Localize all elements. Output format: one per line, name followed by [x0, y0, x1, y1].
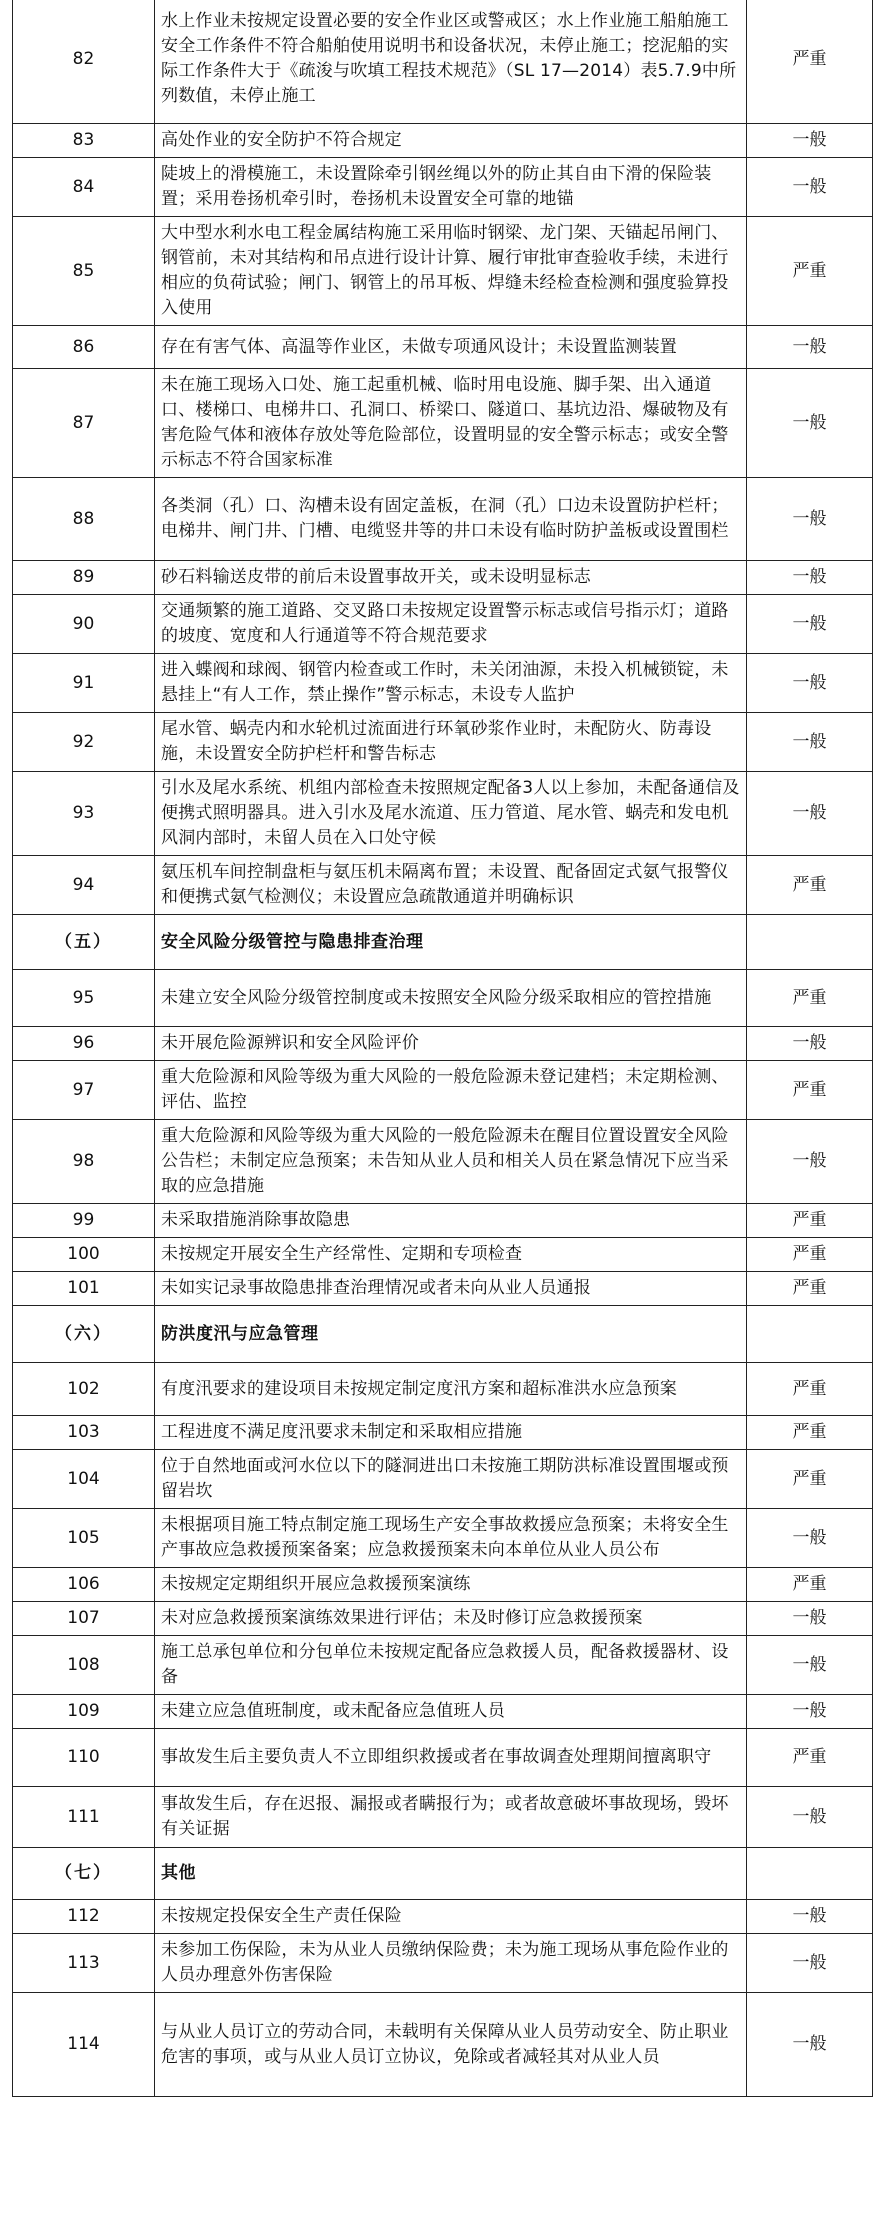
severity-level-cell: 一般 [747, 369, 873, 478]
severity-level-cell: 一般 [747, 561, 873, 595]
description-cell: 高处作业的安全防护不符合规定 [155, 124, 747, 158]
row-number-cell: 82 [13, 0, 155, 124]
row-number-cell: 99 [13, 1204, 155, 1238]
row-number-cell: 100 [13, 1238, 155, 1272]
severity-level-cell: 严重 [747, 970, 873, 1027]
table-row [13, 1568, 873, 1602]
row-number-cell: 96 [13, 1027, 155, 1061]
severity-level-cell: 一般 [747, 1120, 873, 1204]
table-row [13, 1204, 873, 1238]
description-cell: 位于自然地面或河水位以下的隧洞进出口未按施工期防洪标准设置围堰或预留岩坎 [155, 1450, 747, 1509]
table-row [13, 1900, 873, 1934]
severity-level-cell: 一般 [747, 326, 873, 369]
table-row [13, 1787, 873, 1848]
severity-level-cell: 严重 [747, 1568, 873, 1602]
section-header-row [13, 1848, 873, 1900]
table-row [13, 1061, 873, 1120]
severity-level-cell: 严重 [747, 1272, 873, 1306]
description-cell: 未建立应急值班制度，或未配备应急值班人员 [155, 1695, 747, 1729]
description-cell: 有度汛要求的建设项目未按规定制定度汛方案和超标准洪水应急预案 [155, 1363, 747, 1416]
table-row [13, 772, 873, 856]
description-cell: 氨压机车间控制盘柜与氨压机未隔离布置；未设置、配备固定式氨气报警仪和便携式氨气检测仪；未设置应急疏散通道并明确标识 [155, 856, 747, 915]
severity-level-cell: 严重 [747, 217, 873, 326]
table-row [13, 1450, 873, 1509]
severity-level-cell [747, 1848, 873, 1900]
severity-level-cell: 严重 [747, 1450, 873, 1509]
table-row [13, 856, 873, 915]
table-row [13, 1636, 873, 1695]
description-cell: 未如实记录事故隐患排查治理情况或者未向从业人员通报 [155, 1272, 747, 1306]
row-number-cell: 108 [13, 1636, 155, 1695]
description-cell: 未按规定开展安全生产经常性、定期和专项检查 [155, 1238, 747, 1272]
row-number-cell: 85 [13, 217, 155, 326]
description-cell: 施工总承包单位和分包单位未按规定配备应急救援人员，配备救援器材、设备 [155, 1636, 747, 1695]
description-cell: 各类洞（孔）口、沟槽未设有固定盖板，在洞（孔）口边未设置防护栏杆；电梯井、闸门井、门槽、电缆竖井等的井口未设有临时防护盖板或设置围栏 [155, 478, 747, 561]
row-number-cell: 105 [13, 1509, 155, 1568]
row-number-cell: 107 [13, 1602, 155, 1636]
hazard-table-body [13, 0, 873, 2097]
row-number-cell: 104 [13, 1450, 155, 1509]
row-number-cell: 91 [13, 654, 155, 713]
severity-level-cell: 一般 [747, 158, 873, 217]
section-title-cell: 防洪度汛与应急管理 [155, 1306, 747, 1363]
severity-level-cell: 一般 [747, 1509, 873, 1568]
row-number-cell: 102 [13, 1363, 155, 1416]
severity-level-cell: 严重 [747, 1238, 873, 1272]
table-row [13, 1509, 873, 1568]
row-number-cell: 114 [13, 1993, 155, 2097]
description-cell: 与从业人员订立的劳动合同，未载明有关保障从业人员劳动安全、防止职业危害的事项，或与从业人员订立协议，免除或者减轻其对从业人员 [155, 1993, 747, 2097]
table-row [13, 654, 873, 713]
table-row [13, 1695, 873, 1729]
severity-level-cell: 严重 [747, 1204, 873, 1238]
table-row [13, 1729, 873, 1787]
row-number-cell: 98 [13, 1120, 155, 1204]
table-row [13, 369, 873, 478]
description-cell: 未参加工伤保险，未为从业人员缴纳保险费；未为施工现场从事危险作业的人员办理意外伤害保险 [155, 1934, 747, 1993]
severity-level-cell: 一般 [747, 713, 873, 772]
row-number-cell: 103 [13, 1416, 155, 1450]
row-number-cell: 93 [13, 772, 155, 856]
description-cell: 未在施工现场入口处、施工起重机械、临时用电设施、脚手架、出入通道口、楼梯口、电梯井口、孔洞口、桥梁口、隧道口、基坑边沿、爆破物及有害危险气体和液体存放处等危险部位，设置明显的安全警示标志；或安全警示标志不符合国家标准 [155, 369, 747, 478]
description-cell: 事故发生后主要负责人不立即组织救援或者在事故调查处理期间擅离职守 [155, 1729, 747, 1787]
severity-level-cell: 一般 [747, 1787, 873, 1848]
row-number-cell: 110 [13, 1729, 155, 1787]
table-row [13, 1120, 873, 1204]
description-cell: 陡坡上的滑模施工，未设置除牵引钢丝绳以外的防止其自由下滑的保险装置；采用卷扬机牵引时，卷扬机未设置安全可靠的地锚 [155, 158, 747, 217]
description-cell: 水上作业未按规定设置必要的安全作业区或警戒区；水上作业施工船舶施工安全工作条件不符合船舶使用说明书和设备状况，未停止施工；挖泥船的实际工作条件大于《疏浚与吹填工程技术规范》（SL 17—2014）表5.7.9中所列数值，未停止施工 [155, 0, 747, 124]
description-cell: 未根据项目施工特点制定施工现场生产安全事故救援应急预案；未将安全生产事故应急救援预案备案；应急救援预案未向本单位从业人员公布 [155, 1509, 747, 1568]
section-header-row [13, 915, 873, 970]
table-row [13, 326, 873, 369]
table-row [13, 0, 873, 124]
severity-level-cell: 严重 [747, 1061, 873, 1120]
description-cell: 交通频繁的施工道路、交叉路口未按规定设置警示标志或信号指示灯；道路的坡度、宽度和人行通道等不符合规范要求 [155, 595, 747, 654]
table-row [13, 1416, 873, 1450]
row-number-cell: 95 [13, 970, 155, 1027]
table-row [13, 561, 873, 595]
row-number-cell: 112 [13, 1900, 155, 1934]
section-title-cell: 其他 [155, 1848, 747, 1900]
severity-level-cell: 一般 [747, 1934, 873, 1993]
section-header-row [13, 1306, 873, 1363]
severity-level-cell: 一般 [747, 1602, 873, 1636]
severity-level-cell: 一般 [747, 124, 873, 158]
table-row [13, 1272, 873, 1306]
severity-level-cell: 一般 [747, 1900, 873, 1934]
description-cell: 未采取措施消除事故隐患 [155, 1204, 747, 1238]
description-cell: 尾水管、蜗壳内和水轮机过流面进行环氧砂浆作业时，未配防火、防毒设施，未设置安全防护栏杆和警告标志 [155, 713, 747, 772]
row-number-cell: 97 [13, 1061, 155, 1120]
description-cell: 未建立安全风险分级管控制度或未按照安全风险分级采取相应的管控措施 [155, 970, 747, 1027]
severity-level-cell: 一般 [747, 478, 873, 561]
row-number-cell: （七） [13, 1848, 155, 1900]
description-cell: 大中型水利水电工程金属结构施工采用临时钢梁、龙门架、天锚起吊闸门、钢管前，未对其结构和吊点进行设计计算、履行审批审查验收手续，未进行相应的负荷试验；闸门、钢管上的吊耳板、焊缝未经检查检测和强度验算投入使用 [155, 217, 747, 326]
row-number-cell: 94 [13, 856, 155, 915]
section-title-cell: 安全风险分级管控与隐患排查治理 [155, 915, 747, 970]
row-number-cell: 106 [13, 1568, 155, 1602]
description-cell: 未按规定投保安全生产责任保险 [155, 1900, 747, 1934]
table-row [13, 595, 873, 654]
description-cell: 引水及尾水系统、机组内部检查未按照规定配备3人以上参加，未配备通信及便携式照明器具。进入引水及尾水流道、压力管道、尾水管、蜗壳和发电机风洞内部时，未留人员在入口处守候 [155, 772, 747, 856]
severity-level-cell: 一般 [747, 1636, 873, 1695]
description-cell: 重大危险源和风险等级为重大风险的一般危险源未登记建档；未定期检测、评估、监控 [155, 1061, 747, 1120]
severity-level-cell [747, 1306, 873, 1363]
description-cell: 进入蝶阀和球阀、钢管内检查或工作时，未关闭油源，未投入机械锁锭，未悬挂上“有人工作，禁止操作”警示标志，未设专人监护 [155, 654, 747, 713]
table-row [13, 713, 873, 772]
row-number-cell: 84 [13, 158, 155, 217]
table-row [13, 124, 873, 158]
severity-level-cell: 一般 [747, 1993, 873, 2097]
severity-level-cell: 严重 [747, 1363, 873, 1416]
table-row [13, 1027, 873, 1061]
severity-level-cell: 严重 [747, 1729, 873, 1787]
description-cell: 未按规定定期组织开展应急救援预案演练 [155, 1568, 747, 1602]
table-row [13, 217, 873, 326]
severity-level-cell: 严重 [747, 856, 873, 915]
row-number-cell: 92 [13, 713, 155, 772]
description-cell: 重大危险源和风险等级为重大风险的一般危险源未在醒目位置设置安全风险公告栏；未制定应急预案；未告知从业人员和相关人员在紧急情况下应当采取的应急措施 [155, 1120, 747, 1204]
row-number-cell: 101 [13, 1272, 155, 1306]
severity-level-cell: 一般 [747, 1695, 873, 1729]
severity-level-cell: 严重 [747, 0, 873, 124]
severity-level-cell: 一般 [747, 772, 873, 856]
row-number-cell: 111 [13, 1787, 155, 1848]
row-number-cell: （五） [13, 915, 155, 970]
severity-level-cell [747, 915, 873, 970]
severity-level-cell: 一般 [747, 654, 873, 713]
row-number-cell: 88 [13, 478, 155, 561]
row-number-cell: 83 [13, 124, 155, 158]
row-number-cell: 87 [13, 369, 155, 478]
table-row [13, 1602, 873, 1636]
description-cell: 砂石料输送皮带的前后未设置事故开关，或未设明显标志 [155, 561, 747, 595]
table-row [13, 478, 873, 561]
hazard-table [12, 0, 873, 2097]
row-number-cell: （六） [13, 1306, 155, 1363]
description-cell: 未对应急救援预案演练效果进行评估；未及时修订应急救援预案 [155, 1602, 747, 1636]
severity-level-cell: 严重 [747, 1416, 873, 1450]
table-row [13, 1363, 873, 1416]
table-row [13, 1993, 873, 2097]
description-cell: 未开展危险源辨识和安全风险评价 [155, 1027, 747, 1061]
severity-level-cell: 一般 [747, 595, 873, 654]
row-number-cell: 109 [13, 1695, 155, 1729]
row-number-cell: 86 [13, 326, 155, 369]
description-cell: 工程进度不满足度汛要求未制定和采取相应措施 [155, 1416, 747, 1450]
description-cell: 存在有害气体、高温等作业区，未做专项通风设计；未设置监测装置 [155, 326, 747, 369]
table-row [13, 158, 873, 217]
row-number-cell: 113 [13, 1934, 155, 1993]
row-number-cell: 89 [13, 561, 155, 595]
table-row [13, 1238, 873, 1272]
description-cell: 事故发生后，存在迟报、漏报或者瞒报行为；或者故意破坏事故现场，毁坏有关证据 [155, 1787, 747, 1848]
table-row [13, 970, 873, 1027]
table-row [13, 1934, 873, 1993]
severity-level-cell: 一般 [747, 1027, 873, 1061]
row-number-cell: 90 [13, 595, 155, 654]
